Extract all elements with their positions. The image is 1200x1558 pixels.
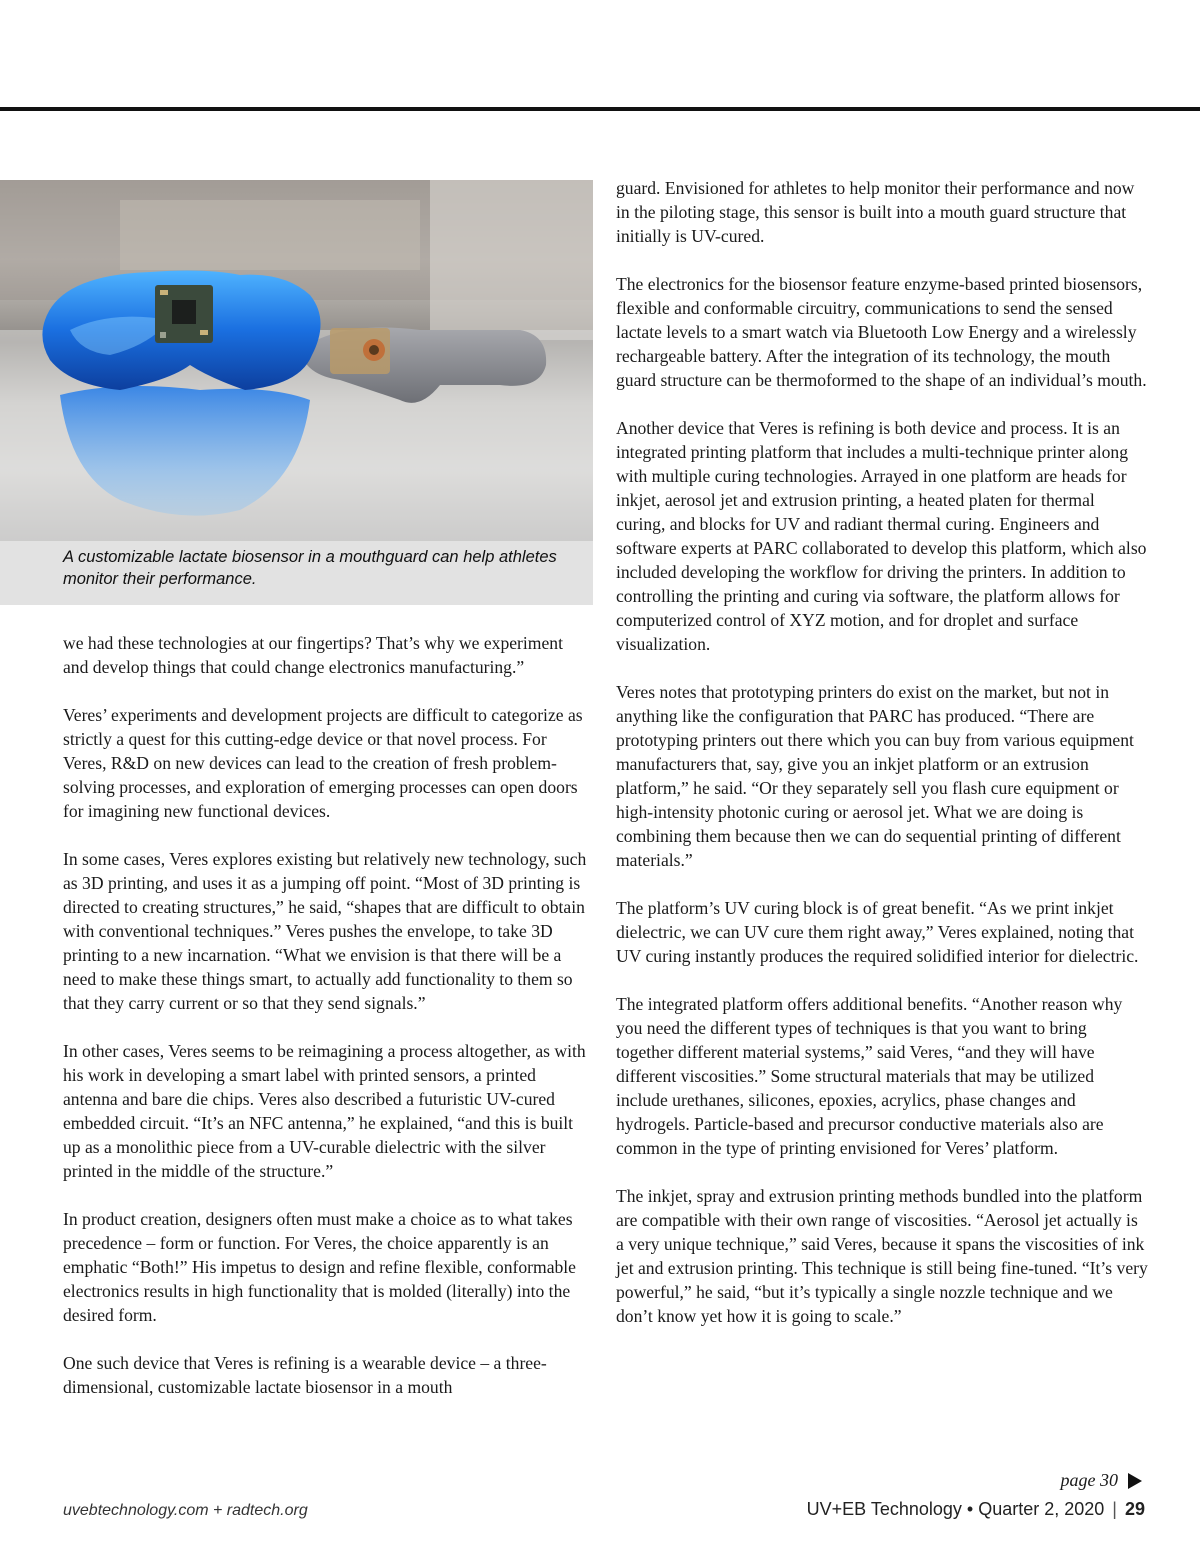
page-number: 29 xyxy=(1124,1499,1145,1519)
paragraph: In other cases, Veres seems to be reimagining a process altogether, as with his work in developing a smart label with printed sensors, a printed antenna and bare die chips. Veres also described a futuristic UV-cured embedded circuit. “It’s an NFC antenna,” he explained, “and this is built up as a monolithic piece from a UV-curable dielectric with the silver printed in the middle of the structure.” xyxy=(63,1041,586,1181)
paragraph: The electronics for the biosensor feature enzyme-based printed biosensors, flexible and conformable circuitry, communications to send the sensed lactate levels to a smart watch via Bluetooth Low Energy and a wirelessly rechargeable battery. After the integration of its technology, the mouth guard structure can be thermoformed to the shape of an individual’s mouth. xyxy=(616,274,1147,390)
footer-publication-info xyxy=(807,1499,1145,1520)
mouthguard-biosensor-photo xyxy=(0,180,593,541)
paragraph: The platform’s UV curing block is of great benefit. “As we print inkjet dielectric, we can UV cure them right away,” Veres explained, noting that UV curing instantly produces the required solidified interior for dielectric. xyxy=(616,898,1139,966)
paragraph: The integrated platform offers additional benefits. “Another reason why you need the different types of techniques is that you want to bring together different material systems,” said Veres, “and they will have different viscosities.” Some structural materials that may be utilized include urethanes, silicones, epoxies, acrylics, phase changes and hydrogels. Particle-based and precursor conductive materials also are common in the type of printing envisioned for Veres’ platform. xyxy=(616,994,1123,1158)
paragraph: Veres notes that prototyping printers do exist on the market, but not in anything like the configuration that PARC has produced. “There are prototyping printers out there which you can buy from various equipment manufacturers that, say, give you an inkjet platform or an extrusion platform,” he said. “Or they separately sell you flash cure equipment or high-intensity photonic curing or aerosol jet. What we are doing is combining them because then we can do sequential printing of different materials.” xyxy=(616,682,1134,870)
photo-caption: A customizable lactate biosensor in a mouthguard can help athletes monitor their performance. xyxy=(63,548,557,588)
paragraph: The inkjet, spray and extrusion printing methods bundled into the platform are compatible with their own range of viscosities. “Aerosol jet actually is a very unique technique,” said Veres, because it spans the viscosities of ink jet and extrusion printing. This technique is still being fine-tuned. “It’s very powerful,” he said, “but it’s typically a single nozzle technique and we don’t know yet how it is going to scale.” xyxy=(616,1186,1148,1326)
continued-link[interactable] xyxy=(1061,1470,1143,1491)
paragraph: In some cases, Veres explores existing but relatively new technology, such as 3D printing, and uses it as a jumping off point. “Most of 3D printing is directed to creating structures,” he said, “shapes that are difficult to obtain with conventional techniques.” Veres pushes the envelope, to take 3D printing to a new incarnation. “What we envision is that there will be a need to make these things smart, to actually add functionality to them so that they carry current or so that they send signals.” xyxy=(63,849,587,1013)
paragraph: In product creation, designers often must make a choice as to what takes precedence – form or function. For Veres, the choice apparently is an emphatic “Both!” His impetus to design and refine flexible, conformable electronics results in high functionality that is molded (literally) into the desired form. xyxy=(63,1209,576,1325)
paragraph: Veres’ experiments and development projects are difficult to categorize as strictly a quest for this cutting-edge device or that novel process. For Veres, R&D on new devices can lead to the creation of fresh problem-solving processes, and exploration of emerging processes can open doors for imagining new functional devices. xyxy=(63,705,583,821)
top-rule xyxy=(0,107,1200,111)
divider: | xyxy=(1112,1499,1117,1519)
left-column xyxy=(63,631,591,1423)
paragraph: One such device that Veres is refining is a wearable device – a three-dimensional, customizable lactate biosensor in a mouth xyxy=(63,1353,547,1397)
paragraph: guard. Envisioned for athletes to help monitor their performance and now in the piloting stage, this sensor is built into a mouth guard structure that initially is UV-cured. xyxy=(616,178,1135,246)
right-arrow-icon xyxy=(1128,1473,1142,1489)
paragraph: Another device that Veres is refining is both device and process. It is an integrated printing platform that includes a multi-technique printer along with multiple curing technologies. Arrayed in one platform are heads for inkjet, aerosol jet and extrusion printing, a heated platen for thermal curing, and blocks for UV and radiant thermal curing. Engineers and software experts at PARC collaborated to develop this platform, which also included developing the workflow for driving the printers. In addition to controlling the printing and curing via software, the platform allows for computerized control of XYZ motion, and for droplet and surface visualization. xyxy=(616,418,1147,654)
continued-label: page 30 xyxy=(1060,1470,1118,1490)
footer-websites: uvebtechnology.com + radtech.org xyxy=(63,1502,308,1519)
paragraph: we had these technologies at our fingertips? That’s why we experiment and develop things that could change electronics manufacturing.” xyxy=(63,633,563,677)
publication-name: UV+EB Technology • Quarter 2, 2020 xyxy=(806,1499,1105,1519)
right-column xyxy=(616,176,1148,1352)
